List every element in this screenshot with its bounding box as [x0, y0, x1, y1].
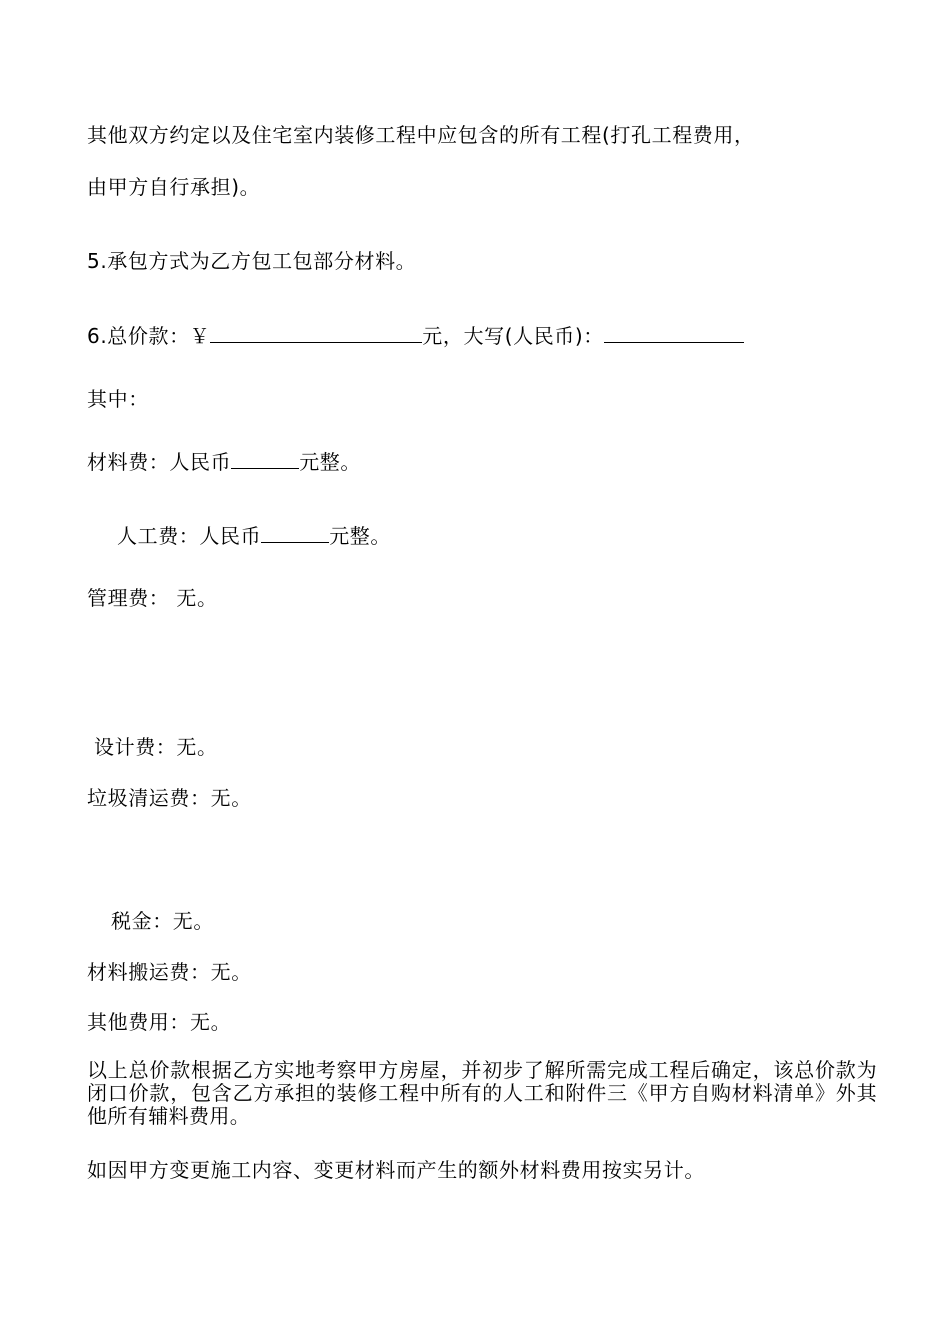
transport-fee-line: 材料搬运费：无。 — [87, 960, 252, 984]
extra-cost-paragraph: 如因甲方变更施工内容、变更材料而产生的额外材料费用按实另计。 — [87, 1158, 705, 1182]
contract-method-item: 5.承包方式为乙方包工包部分材料。 — [87, 249, 417, 273]
labor-fee-prefix: 人工费：人民币 — [117, 524, 262, 548]
management-fee-line: 管理费： 无。 — [87, 586, 218, 610]
material-fee-line — [87, 449, 361, 474]
amount-blank — [210, 323, 422, 343]
scope-line-2: 由甲方自行承担)。 — [87, 175, 261, 199]
other-fee-line: 其他费用：无。 — [87, 1010, 232, 1034]
total-price-item — [87, 323, 744, 348]
material-fee-blank — [231, 449, 299, 469]
total-price-prefix: 6.总价款：￥ — [87, 324, 211, 348]
uppercase-amount-blank — [604, 323, 744, 343]
labor-fee-blank — [261, 523, 329, 543]
design-fee-line: 设计费：无。 — [94, 735, 218, 759]
scope-line-1: 其他双方约定以及住宅室内装修工程中应包含的所有工程(打孔工程费用， — [87, 123, 755, 147]
garbage-fee-line: 垃圾清运费：无。 — [87, 786, 252, 810]
total-price-middle: 元，大写(人民币)： — [422, 324, 604, 348]
labor-fee-suffix: 元整。 — [329, 524, 392, 548]
labor-fee-line — [117, 523, 391, 548]
among-label: 其中： — [87, 387, 149, 411]
closed-price-paragraph: 以上总价款根据乙方实地考察甲方房屋，并初步了解所需完成工程后确定，该总价款为闭口价款，包含乙方承担的装修工程中所有的人工和附件三《甲方自购材料清单》外其他所有辅料费用。 — [87, 1058, 877, 1128]
material-fee-prefix: 材料费：人民币 — [87, 450, 232, 474]
material-fee-suffix: 元整。 — [299, 450, 362, 474]
tax-line: 税金：无。 — [111, 909, 214, 933]
